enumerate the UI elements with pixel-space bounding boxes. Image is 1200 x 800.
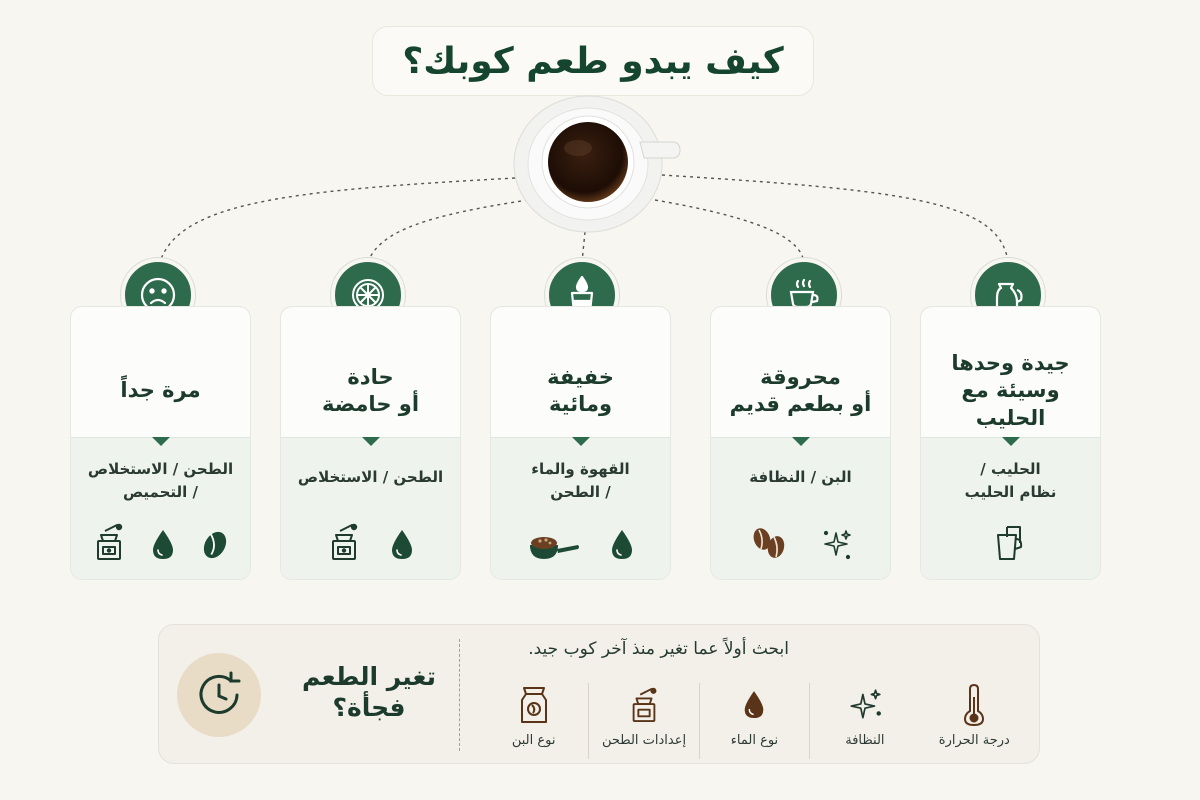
water-drop-icon bbox=[149, 527, 177, 563]
factor-cleanliness bbox=[809, 683, 919, 759]
factor-temperature bbox=[920, 683, 1029, 759]
cause-line: الطحن / الاستخلاص bbox=[297, 468, 444, 486]
sparkle-icon bbox=[818, 527, 854, 563]
factor-grind-settings bbox=[588, 683, 698, 759]
cause-line: البن / النظافة bbox=[749, 468, 852, 486]
card-title-line: حادة bbox=[347, 364, 394, 389]
card-icons bbox=[921, 523, 1100, 563]
dashed-divider bbox=[459, 639, 460, 751]
factor-water-type bbox=[699, 683, 809, 759]
factor-label: نوع الماء bbox=[730, 733, 779, 748]
card-causes-area bbox=[71, 437, 250, 579]
card-title bbox=[927, 350, 1094, 432]
card-title-line: جيدة وحدها bbox=[951, 351, 1070, 376]
coffee-scoop-icon bbox=[526, 527, 582, 563]
water-drop-icon bbox=[741, 683, 767, 727]
grinder-icon bbox=[326, 521, 362, 563]
question-line: تغير الطعم bbox=[302, 662, 436, 691]
title-box bbox=[372, 26, 814, 96]
factor-label: نوع البن bbox=[511, 733, 556, 748]
factor-coffee-type bbox=[479, 683, 588, 759]
check-instruction: ابحث أولاً عما تغير منذ آخر كوب جيد. bbox=[528, 639, 789, 659]
clock-badge bbox=[177, 653, 261, 737]
sparkle-icon bbox=[846, 683, 884, 727]
factor-list bbox=[479, 683, 1029, 759]
water-drop-icon bbox=[608, 527, 636, 563]
card-title-area bbox=[711, 307, 890, 437]
card-causes bbox=[927, 458, 1094, 505]
coffee-bean-icon bbox=[199, 527, 231, 563]
card-causes bbox=[77, 458, 244, 505]
cause-line: نظام الحليب bbox=[964, 483, 1057, 502]
card-causes-area bbox=[281, 437, 460, 579]
card-title-area bbox=[921, 307, 1100, 437]
arrow-down-icon bbox=[362, 437, 380, 446]
factor-label: إعدادات الطحن bbox=[602, 733, 687, 748]
card-title-line: وسيئة مع الحليب bbox=[961, 378, 1060, 430]
card-sour bbox=[280, 306, 461, 580]
card-title-area bbox=[71, 307, 250, 437]
card-bitter bbox=[70, 306, 251, 580]
cause-line: الحليب / bbox=[980, 460, 1041, 478]
cause-line: الطحن / الاستخلاص bbox=[87, 460, 234, 478]
factor-label: درجة الحرارة bbox=[938, 733, 1010, 748]
water-drop-icon bbox=[388, 527, 416, 563]
card-title bbox=[730, 364, 872, 419]
grinder-icon bbox=[627, 683, 661, 727]
card-causes-area bbox=[921, 437, 1100, 579]
card-title-line: ومائية bbox=[548, 392, 613, 416]
card-burnt bbox=[710, 306, 891, 580]
question-line: فجأة؟ bbox=[332, 693, 406, 723]
card-causes-area bbox=[491, 437, 670, 579]
coffee-beans-icon bbox=[748, 523, 792, 563]
card-title-area bbox=[281, 307, 460, 437]
card-causes bbox=[497, 458, 664, 505]
coffee-bag-icon bbox=[518, 683, 550, 727]
card-title-line: خفيفة bbox=[547, 364, 614, 389]
thermometer-icon bbox=[963, 683, 985, 727]
sudden-change-panel bbox=[158, 624, 1040, 764]
arrow-down-icon bbox=[792, 437, 810, 446]
clock-refresh-icon bbox=[193, 669, 245, 721]
card-icons bbox=[711, 523, 890, 563]
card-title-line: محروقة bbox=[760, 364, 841, 389]
card-causes bbox=[287, 466, 454, 489]
arrow-down-icon bbox=[1002, 437, 1020, 446]
factor-label: النظافة bbox=[845, 733, 885, 748]
card-title-line: أو حامضة bbox=[322, 392, 420, 416]
card-title bbox=[120, 377, 200, 404]
cause-line: القهوة والماء bbox=[531, 460, 630, 478]
arrow-down-icon bbox=[572, 437, 590, 446]
cause-line: / الطحن bbox=[550, 483, 611, 502]
sudden-change-question bbox=[299, 661, 439, 724]
card-title-line: أو بطعم قديم bbox=[729, 392, 872, 416]
card-icons bbox=[71, 521, 250, 563]
card-milk bbox=[920, 306, 1101, 580]
card-title-area bbox=[491, 307, 670, 437]
card-causes-area bbox=[711, 437, 890, 579]
cause-line: / التحميص bbox=[122, 483, 199, 502]
card-watery bbox=[490, 306, 671, 580]
frother-icon bbox=[990, 523, 1032, 563]
page-title: كيف يبدو طعم كوبك؟ bbox=[402, 40, 784, 82]
card-icons bbox=[281, 521, 460, 563]
card-title-line: مرة جداً bbox=[120, 378, 201, 403]
card-title bbox=[547, 364, 614, 419]
card-title bbox=[322, 364, 419, 419]
card-causes bbox=[717, 466, 884, 489]
card-icons bbox=[491, 527, 670, 563]
coffee-cup-icon bbox=[512, 92, 688, 234]
arrow-down-icon bbox=[152, 437, 170, 446]
grinder-icon bbox=[91, 521, 127, 563]
